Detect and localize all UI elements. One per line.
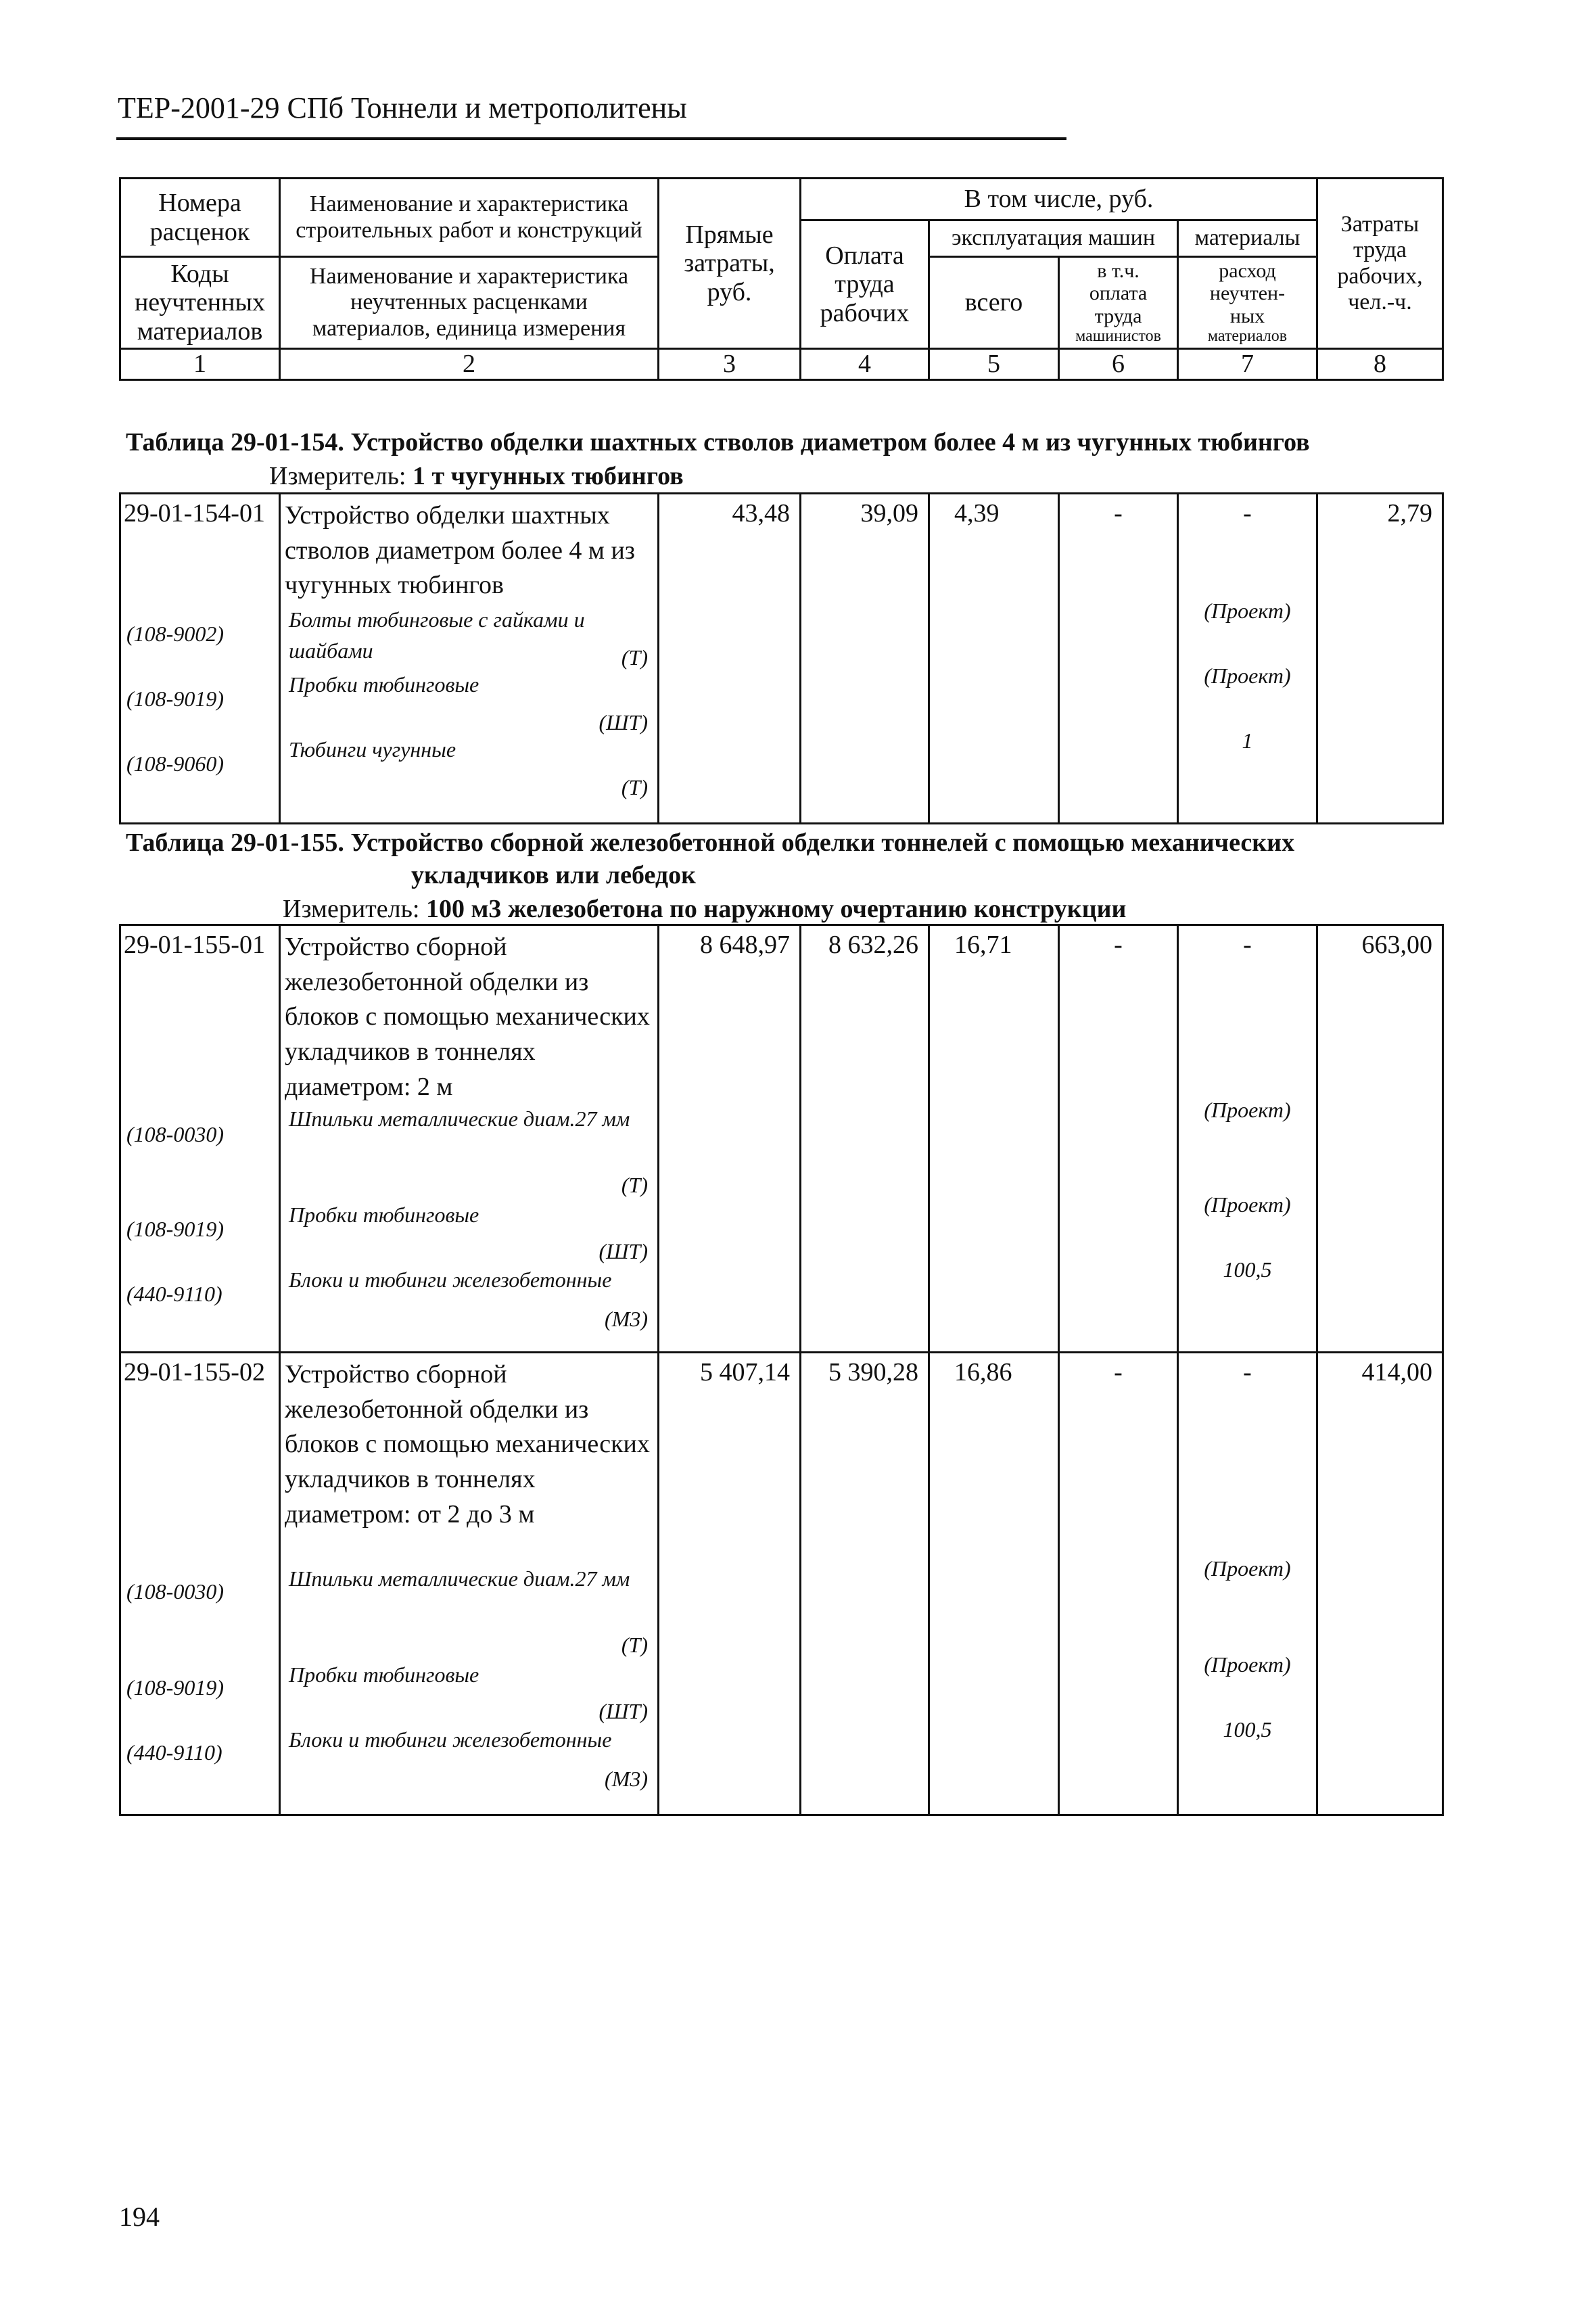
materials-cell — [1178, 925, 1317, 1353]
header-unaccounted-materials: расход неучтен- ных материалов — [1178, 257, 1317, 349]
material-unit: (Т) — [621, 645, 648, 670]
header-rate-numbers: Номера расценок — [120, 179, 280, 257]
header-labor-pay: Оплата труда рабочих — [801, 220, 929, 349]
material-name: Пробки тюбинговые — [289, 1203, 479, 1227]
page-number: 194 — [119, 2201, 160, 2232]
material-code: (108-9019) — [126, 1675, 224, 1700]
column-number: 5 — [929, 349, 1059, 380]
rate-code-cell — [120, 494, 280, 824]
table-155-title: Таблица 29-01-155. Устройство сборной железобетонной обделки тоннелей с помощью механических — [126, 829, 1295, 857]
material-code: (108-9002) — [126, 622, 224, 646]
labor-hours: 663,00 — [1317, 925, 1443, 1353]
table-155-measure: Измеритель: 100 м3 железобетона по наружному очертанию конструкции — [283, 895, 1127, 923]
machines-total: 16,71 — [929, 925, 1059, 1353]
table-row — [120, 1353, 1443, 1815]
material-name: Блоки и тюбинги железобетонные — [289, 1267, 612, 1292]
machinist-pay: - — [1059, 925, 1178, 1353]
material-unit: (Т) — [621, 775, 648, 800]
material-unit: (М3) — [605, 1307, 648, 1332]
work-name-cell — [280, 925, 659, 1353]
document-title: ТЕР-2001-29 СПб Тоннели и метрополитены — [118, 91, 687, 124]
material-qty: 1 — [1242, 728, 1253, 753]
column-number: 7 — [1178, 349, 1317, 380]
material-name: Пробки тюбинговые — [289, 1662, 479, 1687]
table-154-measure: Измеритель: 1 т чугунных тюбингов — [269, 462, 684, 490]
material-qty: (Проект) — [1204, 663, 1291, 688]
material-code: (440-9110) — [126, 1282, 222, 1306]
column-header-table — [119, 177, 1444, 381]
material-code: (108-9060) — [126, 751, 224, 776]
direct-costs: 43,48 — [659, 494, 801, 824]
machines-total: 16,86 — [929, 1353, 1059, 1815]
material-qty: 100,5 — [1223, 1717, 1272, 1742]
materials-cell — [1178, 1353, 1317, 1815]
column-number: 6 — [1059, 349, 1178, 380]
material-name: Болты тюбинговые с гайками и шайбами — [289, 607, 585, 663]
material-unit: (М3) — [605, 1767, 648, 1792]
material-name: Пробки тюбинговые — [289, 672, 479, 697]
column-number: 2 — [280, 349, 659, 380]
material-unit: (ШТ) — [598, 1239, 648, 1264]
table-154 — [119, 492, 1444, 824]
header-material-codes: Коды неучтенных материалов — [120, 257, 280, 349]
labor-pay: 5 390,28 — [801, 1353, 929, 1815]
direct-costs: 5 407,14 — [659, 1353, 801, 1815]
materials-value: - — [1243, 499, 1252, 528]
header-machinist-pay: в т.ч. оплата труда машинистов — [1059, 257, 1178, 349]
material-unit: (ШТ) — [598, 710, 648, 735]
work-name-cell — [280, 1353, 659, 1815]
header-machine-operation: эксплуатация машин — [929, 220, 1178, 257]
material-qty: (Проект) — [1204, 1652, 1291, 1677]
materials-value: - — [1243, 931, 1252, 959]
material-qty: (Проект) — [1204, 1192, 1291, 1217]
material-code: (108-0030) — [126, 1579, 224, 1604]
column-number: 3 — [659, 349, 801, 380]
header-labor-hours: Затраты труда рабочих, чел.-ч. — [1317, 179, 1443, 349]
header-materials: материалы — [1178, 220, 1317, 257]
column-number: 1 — [120, 349, 280, 380]
materials-value: - — [1243, 1358, 1252, 1386]
rate-code: 29-01-154-01 — [124, 499, 265, 528]
header-including-group: В том числе, руб. — [801, 179, 1317, 220]
rate-code: 29-01-155-02 — [124, 1358, 265, 1386]
material-qty: (Проект) — [1204, 599, 1291, 623]
material-code: (108-0030) — [126, 1122, 224, 1146]
labor-hours: 2,79 — [1317, 494, 1443, 824]
machines-total: 4,39 — [929, 494, 1059, 824]
material-code: (440-9110) — [126, 1740, 222, 1765]
table-155-measure-value: 100 м3 железобетона по наружному очертанию конструкции — [426, 895, 1127, 923]
material-qty: (Проект) — [1204, 1098, 1291, 1122]
table-155 — [119, 924, 1444, 1816]
table-row — [120, 925, 1443, 1353]
table-154-title: Таблица 29-01-154. Устройство обделки шахтных стволов диаметром более 4 м из чугунных тюбингов — [126, 428, 1310, 457]
material-code: (108-9019) — [126, 1217, 224, 1241]
column-number: 8 — [1317, 349, 1443, 380]
rate-code: 29-01-155-01 — [124, 931, 265, 959]
table-154-measure-value: 1 т чугунных тюбингов — [413, 462, 684, 490]
work-name: Устройство обделки шахтных стволов диаметром более 4 м из чугунных тюбингов — [285, 501, 635, 600]
rate-code-cell — [120, 925, 280, 1353]
labor-hours: 414,00 — [1317, 1353, 1443, 1815]
material-unit: (Т) — [621, 1633, 648, 1658]
material-qty: (Проект) — [1204, 1556, 1291, 1581]
rate-code-cell — [120, 1353, 280, 1815]
material-unit: (ШТ) — [598, 1699, 648, 1724]
header-material-names: Наименование и характеристика неучтенных расценками материалов, единица измерения — [280, 257, 659, 349]
table-155-title-line2: укладчиков или лебедок — [411, 861, 697, 889]
header-machines-total: всего — [929, 257, 1059, 349]
title-rule — [116, 137, 1066, 140]
material-unit: (Т) — [621, 1173, 648, 1198]
work-name-cell — [280, 494, 659, 824]
material-name: Шпильки металлические диам.27 мм — [289, 1106, 630, 1131]
direct-costs: 8 648,97 — [659, 925, 801, 1353]
labor-pay: 39,09 — [801, 494, 929, 824]
work-name: Устройство сборной железобетонной обделки из блоков с помощью механических укладчиков в тоннелях диаметром: от 2 до 3 м — [285, 1360, 650, 1529]
material-name: Блоки и тюбинги железобетонные — [289, 1727, 612, 1752]
labor-pay: 8 632,26 — [801, 925, 929, 1353]
materials-cell — [1178, 494, 1317, 824]
material-name: Тюбинги чугунные — [289, 737, 456, 762]
header-work-name: Наименование и характеристика строительных работ и конструкций — [280, 179, 659, 257]
material-name: Шпильки металлические диам.27 мм — [289, 1566, 630, 1591]
machinist-pay: - — [1059, 494, 1178, 824]
work-name: Устройство сборной железобетонной обделки из блоков с помощью механических укладчиков в тоннелях диаметром: 2 м — [285, 933, 650, 1101]
machinist-pay: - — [1059, 1353, 1178, 1815]
material-code: (108-9019) — [126, 686, 224, 711]
material-qty: 100,5 — [1223, 1257, 1272, 1282]
table-row — [120, 494, 1443, 824]
header-direct-costs: Прямые затраты, руб. — [659, 179, 801, 349]
column-number: 4 — [801, 349, 929, 380]
